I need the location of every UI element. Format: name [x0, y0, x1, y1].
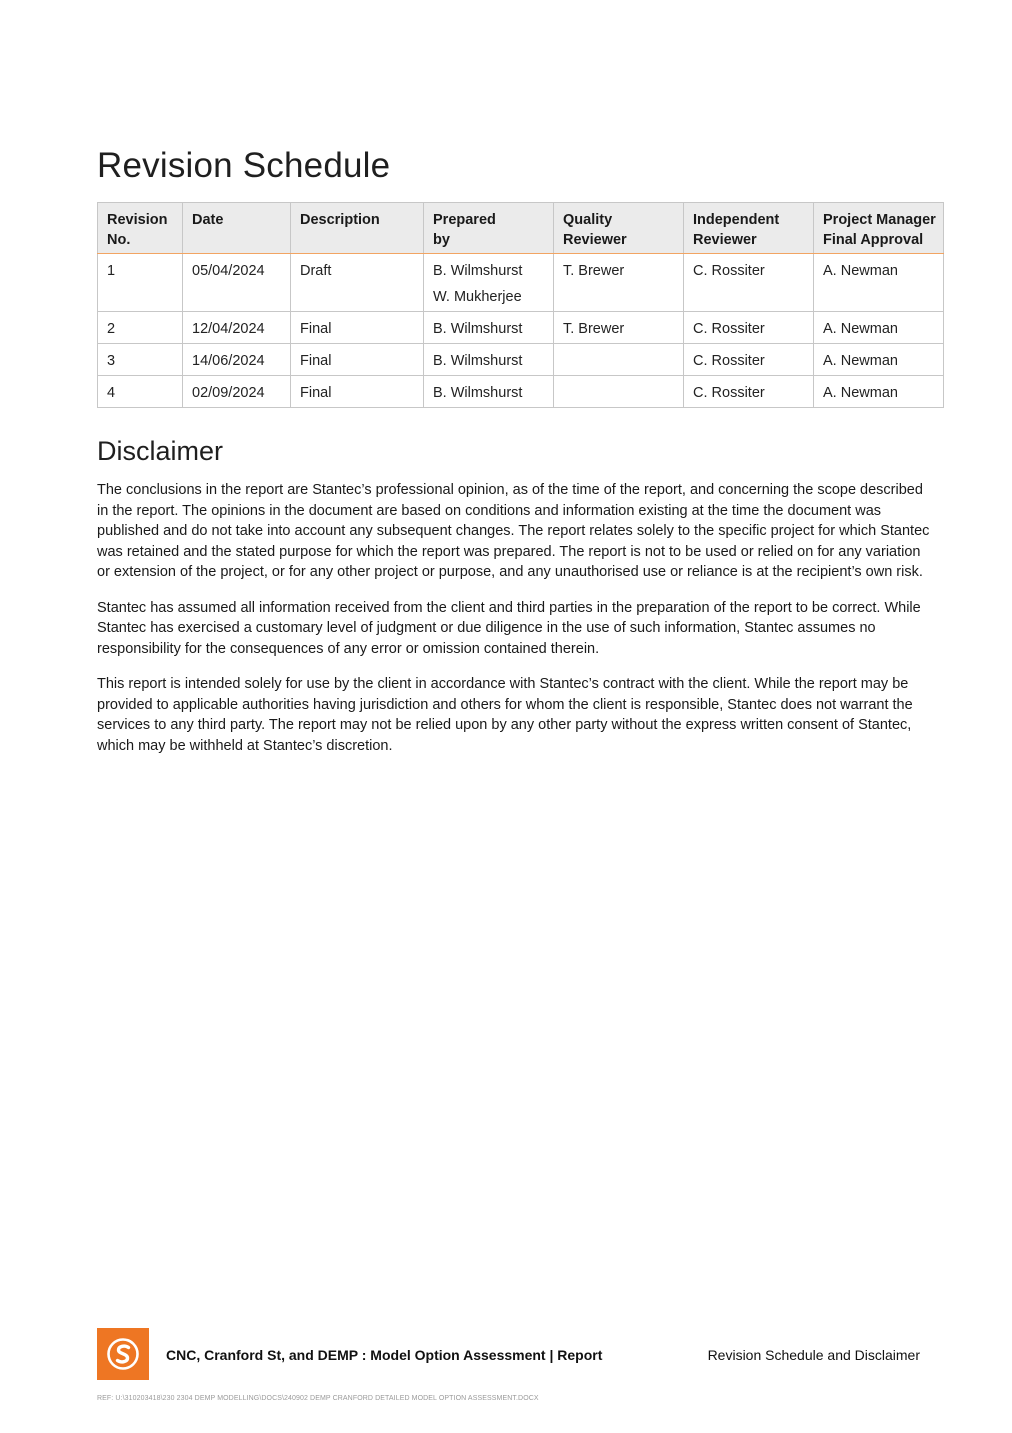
disclaimer-paragraph: The conclusions in the report are Stantec’s professional opinion, as of the time of the report, and concerning the scope described in the report. The opinions in the document are based on conditions and information existing at the time the document was published and do not take into account any subsequent changes. The report relates solely to the specific project for which Stantec was retained and the stated purpose for which the report was prepared. The report is not to be used or relied on for any variation or extension of the project, or for any other project or purpose, and any unauthorised use or reliance is at the recipient’s own risk. — [97, 482, 930, 580]
cell-date: 14/06/2024 — [183, 344, 291, 376]
cell-quality: T. Brewer — [554, 312, 684, 344]
cell-independent: C. Rossiter — [684, 254, 814, 312]
footer-file-ref: REF: U:\310203418\230 2304 DEMP MODELLING\DOCS\240902 DEMP CRANFORD DETAILED MODEL OPTION ASSESSMENT.DOCX — [97, 1395, 539, 1402]
table-row — [98, 344, 944, 376]
cell-prepared-by: B. Wilmshurst — [424, 344, 554, 376]
footer-section-name: Revision Schedule and Disclaimer — [707, 1347, 920, 1363]
table-header-row — [98, 203, 944, 254]
page-title: Revision Schedule — [97, 146, 391, 185]
table-row — [98, 254, 944, 312]
cell-approval: A. Newman — [814, 344, 944, 376]
cell-independent: C. Rossiter — [684, 376, 814, 408]
header-description: Description — [291, 203, 424, 254]
table-row — [98, 312, 944, 344]
header-pm-approval: Project Manager Final Approval — [814, 203, 944, 254]
header-date: Date — [183, 203, 291, 254]
header-rev-no: Revision No. — [98, 203, 183, 254]
cell-date: 05/04/2024 — [183, 254, 291, 312]
cell-rev: 3 — [98, 344, 183, 376]
header-quality-reviewer: Quality Reviewer — [554, 203, 684, 254]
cell-prepared-by: B. Wilmshurst W. Mukherjee — [424, 254, 554, 312]
cell-date: 12/04/2024 — [183, 312, 291, 344]
cell-quality — [554, 376, 684, 408]
cell-description: Final — [291, 312, 424, 344]
cell-description: Final — [291, 344, 424, 376]
header-independent-reviewer: Independent Reviewer — [684, 203, 814, 254]
revision-schedule-table — [97, 202, 944, 408]
cell-approval: A. Newman — [814, 254, 944, 312]
disclaimer-title: Disclaimer — [97, 436, 224, 466]
cell-rev: 2 — [98, 312, 183, 344]
stantec-logo-icon — [97, 1328, 149, 1380]
cell-description: Final — [291, 376, 424, 408]
cell-prepared-by: B. Wilmshurst — [424, 312, 554, 344]
cell-rev: 4 — [98, 376, 183, 408]
header-prepared-by: Prepared by — [424, 203, 554, 254]
cell-rev: 1 — [98, 254, 183, 312]
cell-prepared-by: B. Wilmshurst — [424, 376, 554, 408]
disclaimer-paragraph: Stantec has assumed all information received from the client and third parties in the preparation of the report to be correct. While Stantec has exercised a customary level of judgment or due diligence in the use of such information, Stantec assumes no responsibility for the consequences of any error or omission contained therein. — [97, 599, 921, 657]
cell-approval: A. Newman — [814, 376, 944, 408]
cell-date: 02/09/2024 — [183, 376, 291, 408]
cell-independent: C. Rossiter — [684, 312, 814, 344]
disclaimer-paragraph: This report is intended solely for use by the client in accordance with Stantec’s contract with the client. While the report may be provided to applicable authorities having jurisdiction and others for whom the client is responsible, Stantec does not warrant the services to any third party. The report may not be relied upon by any other party without the express written consent of Stantec, which may be withheld at Stantec’s discretion. — [97, 676, 913, 754]
table-row — [98, 376, 944, 408]
footer-report-title: CNC, Cranford St, and DEMP : Model Option Assessment | Report — [166, 1347, 603, 1363]
cell-quality: T. Brewer — [554, 254, 684, 312]
cell-quality — [554, 344, 684, 376]
cell-approval: A. Newman — [814, 312, 944, 344]
cell-description: Draft — [291, 254, 424, 312]
cell-independent: C. Rossiter — [684, 344, 814, 376]
disclaimer-body — [97, 480, 935, 771]
